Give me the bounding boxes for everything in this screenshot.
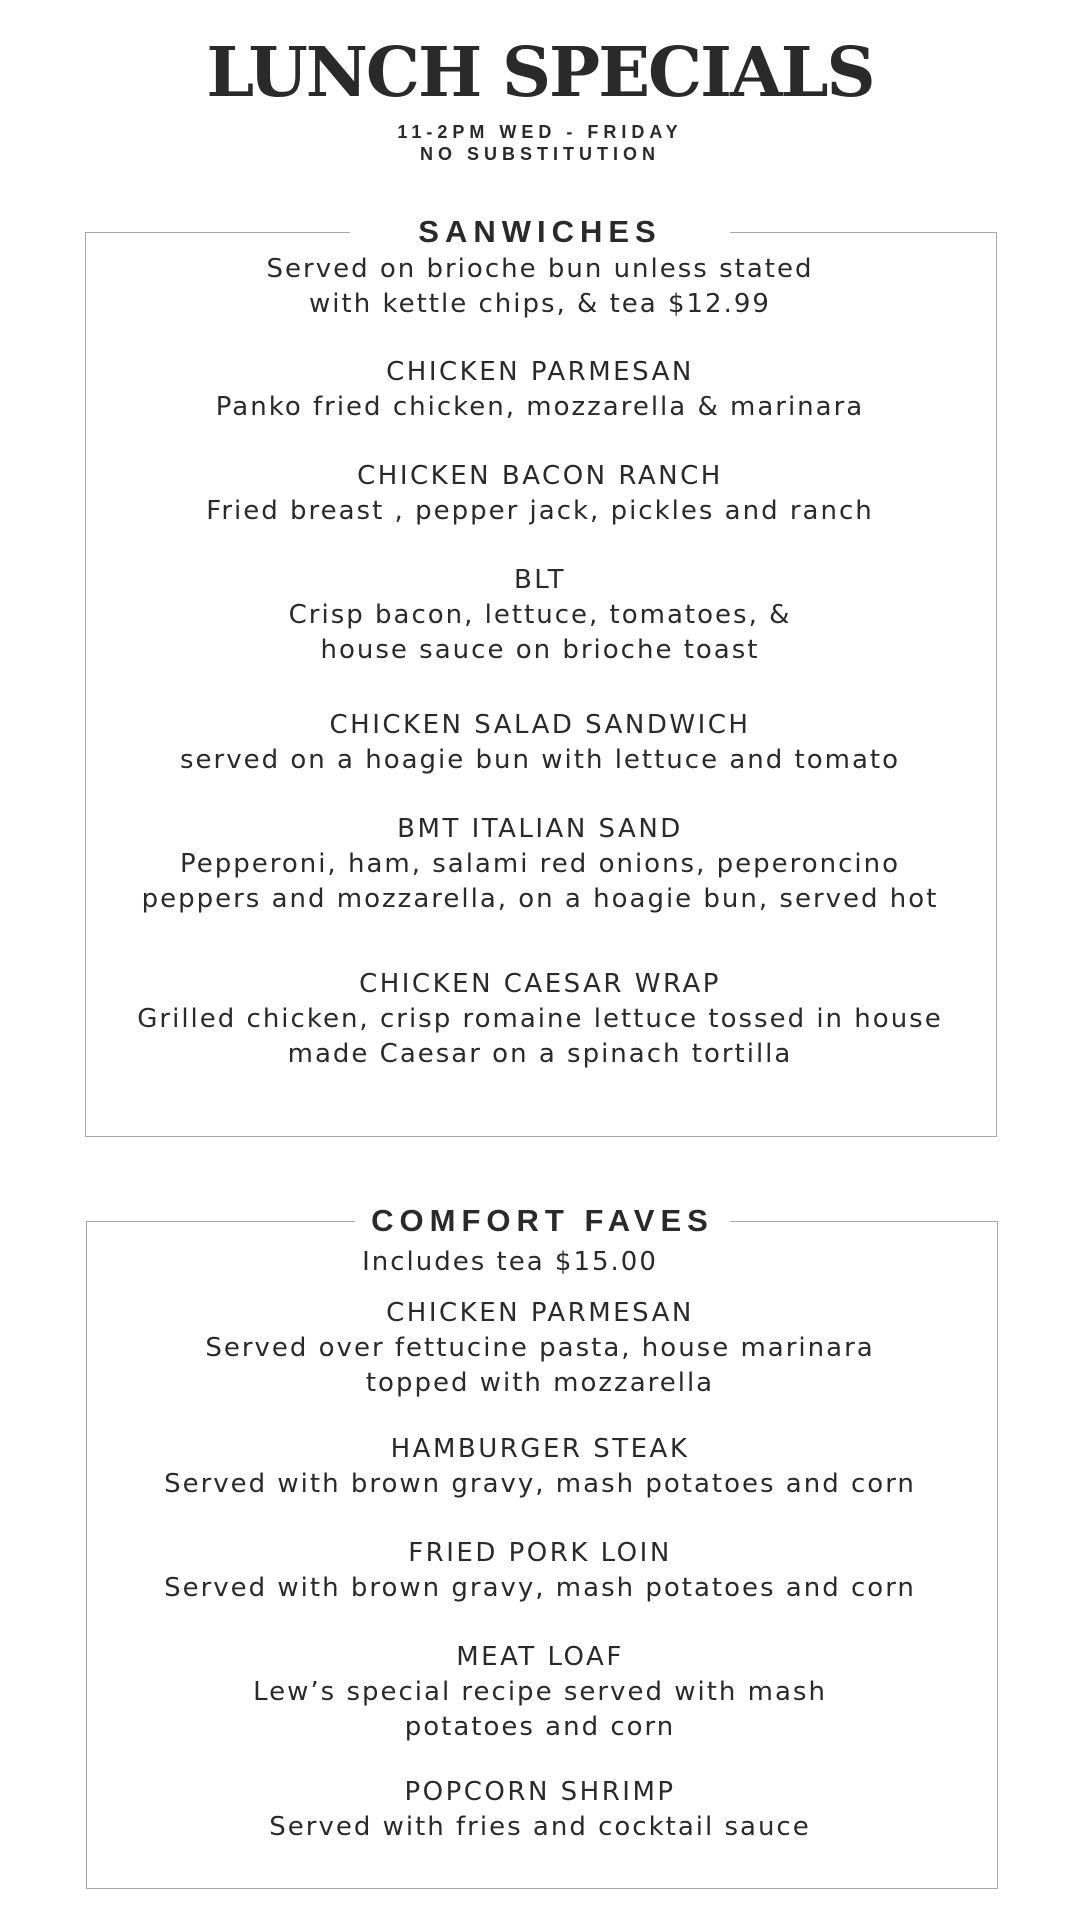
menu-item-name: BLT (513, 565, 567, 595)
menu-item-description: peppers and mozzarella, on a hoagie bun, served hot (141, 884, 939, 914)
menu-item-description: Served over fettucine pasta, house marinara (205, 1333, 875, 1363)
menu-item-name: HAMBURGER STEAK (390, 1434, 690, 1464)
sandwiches-intro: Served on brioche bun unless stated (266, 254, 814, 284)
menu-title: LUNCH SPECIALS (206, 33, 874, 113)
menu-item-description: topped with mozzarella (365, 1368, 715, 1398)
substitution-note: NO SUBSTITUTION (420, 144, 660, 164)
menu-item-description: Grilled chicken, crisp romaine lettuce tossed in house (137, 1004, 943, 1034)
menu-item-name: CHICKEN PARMESAN (386, 357, 694, 387)
menu-item-description: made Caesar on a spinach tortilla (287, 1039, 793, 1069)
menu-item-description: served on a hoagie bun with lettuce and tomato (180, 745, 900, 775)
menu-item-description: Crisp bacon, lettuce, tomatoes, & (288, 600, 792, 630)
sandwiches-intro: with kettle chips, & tea $12.99 (309, 289, 771, 319)
menu-item-name: CHICKEN PARMESAN (386, 1298, 694, 1328)
sandwiches-heading: SANWICHES (350, 212, 730, 252)
menu-item-description: Lew’s special recipe served with mash (253, 1677, 827, 1707)
menu-item-name: CHICKEN BACON RANCH (357, 461, 723, 491)
menu-item-description: Served with brown gravy, mash potatoes and corn (164, 1573, 916, 1603)
menu-item-name: FRIED PORK LOIN (408, 1538, 672, 1568)
menu-item-description: Fried breast , pepper jack, pickles and ranch (206, 496, 874, 526)
menu-item-name: MEAT LOAF (456, 1642, 624, 1672)
menu-item-description: Pepperoni, ham, salami red onions, peperoncino (179, 849, 901, 879)
menu-item-name: CHICKEN CAESAR WRAP (359, 969, 721, 999)
menu-item-name: CHICKEN SALAD SANDWICH (329, 710, 751, 740)
menu-item-description: Panko fried chicken, mozzarella & marinara (215, 392, 865, 422)
hours-text: 11-2PM WED - FRIDAY (397, 122, 683, 142)
menu-item-name: POPCORN SHRIMP (404, 1777, 676, 1807)
comfort-heading: COMFORT FAVES (355, 1201, 730, 1241)
menu-item-description: Served with fries and cocktail sauce (269, 1812, 811, 1842)
comfort-intro: Includes tea $15.00 (362, 1247, 658, 1277)
menu-item-description: potatoes and corn (404, 1712, 676, 1742)
menu-item-description: Served with brown gravy, mash potatoes and corn (164, 1469, 916, 1499)
menu-item-name: BMT ITALIAN SAND (397, 814, 683, 844)
menu-item-description: house sauce on brioche toast (320, 635, 760, 665)
